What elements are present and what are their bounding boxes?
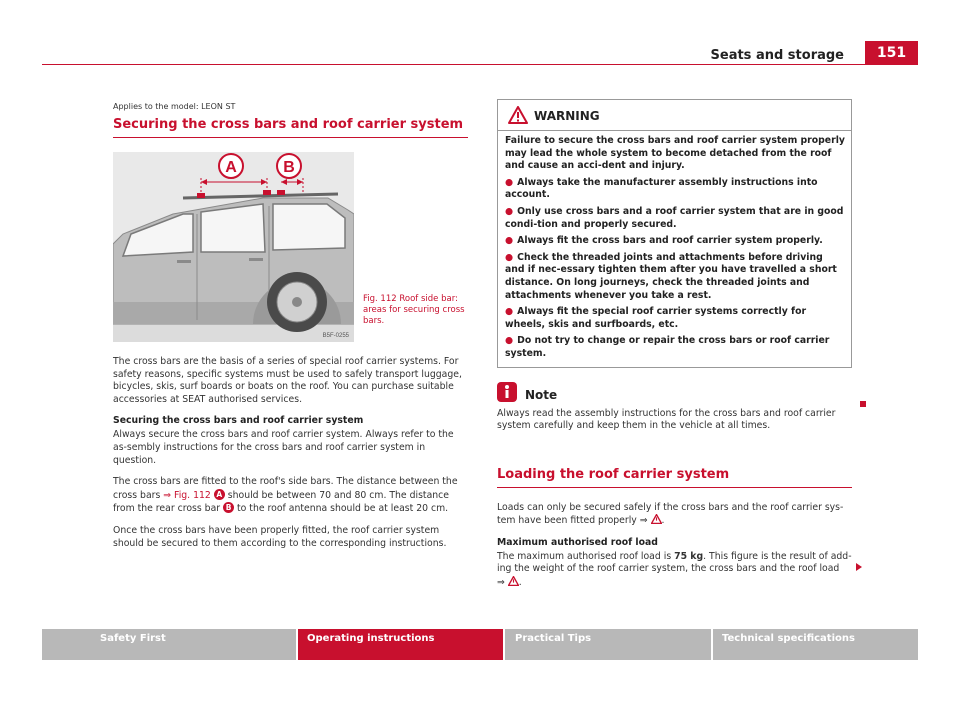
footer-nav	[42, 629, 918, 660]
figure-label-b: B	[283, 159, 295, 176]
figure-112	[113, 152, 468, 342]
distance-text-3: to the roof antenna should be at least 20 cm.	[234, 503, 449, 515]
left-column	[113, 102, 468, 550]
page-number: 151	[865, 41, 918, 65]
figure-reference-link[interactable]: ⇒ Fig. 112	[163, 489, 211, 501]
badge-b: B	[223, 502, 234, 513]
warning-item: ● Always take the manufacturer assembly instructions into account.	[505, 176, 818, 201]
warning-header	[498, 100, 851, 131]
paragraph-distance	[113, 476, 468, 516]
inline-warning-icon[interactable]	[651, 514, 662, 524]
figure-label-a: A	[225, 159, 237, 176]
applies-to-note: Applies to the model: LEON ST	[113, 102, 236, 111]
footer-tab-operating-instructions[interactable]: Operating instructions	[298, 629, 505, 660]
paragraph-once-fitted: Once the cross bars have been properly fitted, the roof carrier system should be secured to them according to the corresponding instructions.	[113, 524, 447, 549]
car-roof-illustration	[113, 152, 354, 342]
warning-intro: Failure to secure the cross bars and roof carrier system properly may lead the whole system to become detached from the roof and cause an acci-dent and injury.	[505, 135, 845, 172]
warning-title: WARNING	[534, 109, 600, 123]
bullet-icon: ●	[505, 335, 514, 347]
warning-item: ● Always fit the special roof carrier systems correctly for wheels, skis and surfboards, etc.	[505, 306, 807, 330]
distance-text-2: should be between 70 and 80 cm. The distance from the rear cross bar	[113, 489, 449, 515]
paragraph-always-secure: Always secure the cross bars and roof carrier system. Always refer to the as-sembly instructions for the cross bars and roof carrier system in question.	[113, 429, 454, 466]
note-header	[497, 382, 852, 406]
figure-code: B5F-0255	[322, 333, 349, 339]
note-title: Note	[525, 387, 558, 402]
section-heading-securing: Securing the cross bars and roof carrier system	[113, 117, 468, 138]
info-note-icon	[497, 382, 517, 402]
section-heading-loading: Loading the roof carrier system	[497, 467, 852, 488]
bullet-icon: ●	[505, 176, 514, 188]
inline-warning-icon[interactable]	[508, 576, 519, 586]
badge-a: A	[214, 489, 225, 500]
continue-arrow-icon	[856, 563, 862, 571]
warning-item: ● Check the threaded joints and attachments before driving and if nec-essary tighten them after you have travelled a short distance. On long journeys, check the threaded joints and attachments whenever you take a rest.	[505, 251, 837, 301]
warning-item: ● Do not try to change or repair the cross bars or roof carrier system.	[505, 335, 830, 359]
warning-triangle-icon	[508, 106, 528, 124]
footer-tab-safety-first[interactable]: Safety First	[42, 629, 298, 660]
paragraph-max-load: The maximum authorised roof load is 75 kg. This figure is the result of add-ing the weight of the roof carrier system, the cross bars and the roof load ⇒ .	[497, 550, 852, 589]
subheading-max-roof-load: Maximum authorised roof load	[497, 536, 658, 548]
footer-tab-practical-tips[interactable]: Practical Tips	[505, 629, 713, 660]
subheading-securing: Securing the cross bars and roof carrier system	[113, 415, 364, 427]
bullet-icon: ●	[505, 235, 514, 247]
section-end-marker	[860, 401, 866, 407]
right-column	[497, 99, 852, 590]
running-header-section: Seats and storage	[710, 48, 844, 63]
max-load-value: 75 kg	[674, 550, 704, 562]
note-block	[497, 382, 852, 433]
bullet-icon: ●	[505, 251, 514, 263]
warning-body	[498, 131, 851, 367]
distance-text-1: The cross bars are fitted to the roof's side bars. The distance between the cross bars	[113, 476, 458, 501]
bullet-icon: ●	[505, 205, 514, 217]
car-side-view-image	[113, 152, 354, 342]
warning-item: ● Always fit the cross bars and roof carrier system properly.	[505, 235, 823, 247]
warning-box	[497, 99, 852, 368]
paragraph-cross-bars-intro: The cross bars are the basis of a series of special roof carrier systems. For safety reasons, specific systems must be used to safely transport luggage, bicycles, skis, surf boards or boats on the roof. You can purchase suitable accessories at SEAT authorised services.	[113, 356, 462, 405]
figure-caption: Fig. 112 Roof side bar: areas for securing cross bars.	[363, 294, 465, 326]
bullet-icon: ●	[505, 306, 514, 318]
header-rule	[42, 64, 918, 65]
paragraph-loads-secured: Loads can only be secured safely if the cross bars and the roof carrier sys-tem have been fitted properly ⇒ .	[497, 501, 844, 527]
note-text: Always read the assembly instructions for the cross bars and roof carrier system carefully and keep them in the vehicle at all times.	[497, 407, 836, 432]
warning-item: ● Only use cross bars and a roof carrier system that are in good condi-tion and properly secured.	[505, 205, 844, 230]
footer-tab-technical-specifications[interactable]: Technical specifications	[713, 629, 918, 660]
